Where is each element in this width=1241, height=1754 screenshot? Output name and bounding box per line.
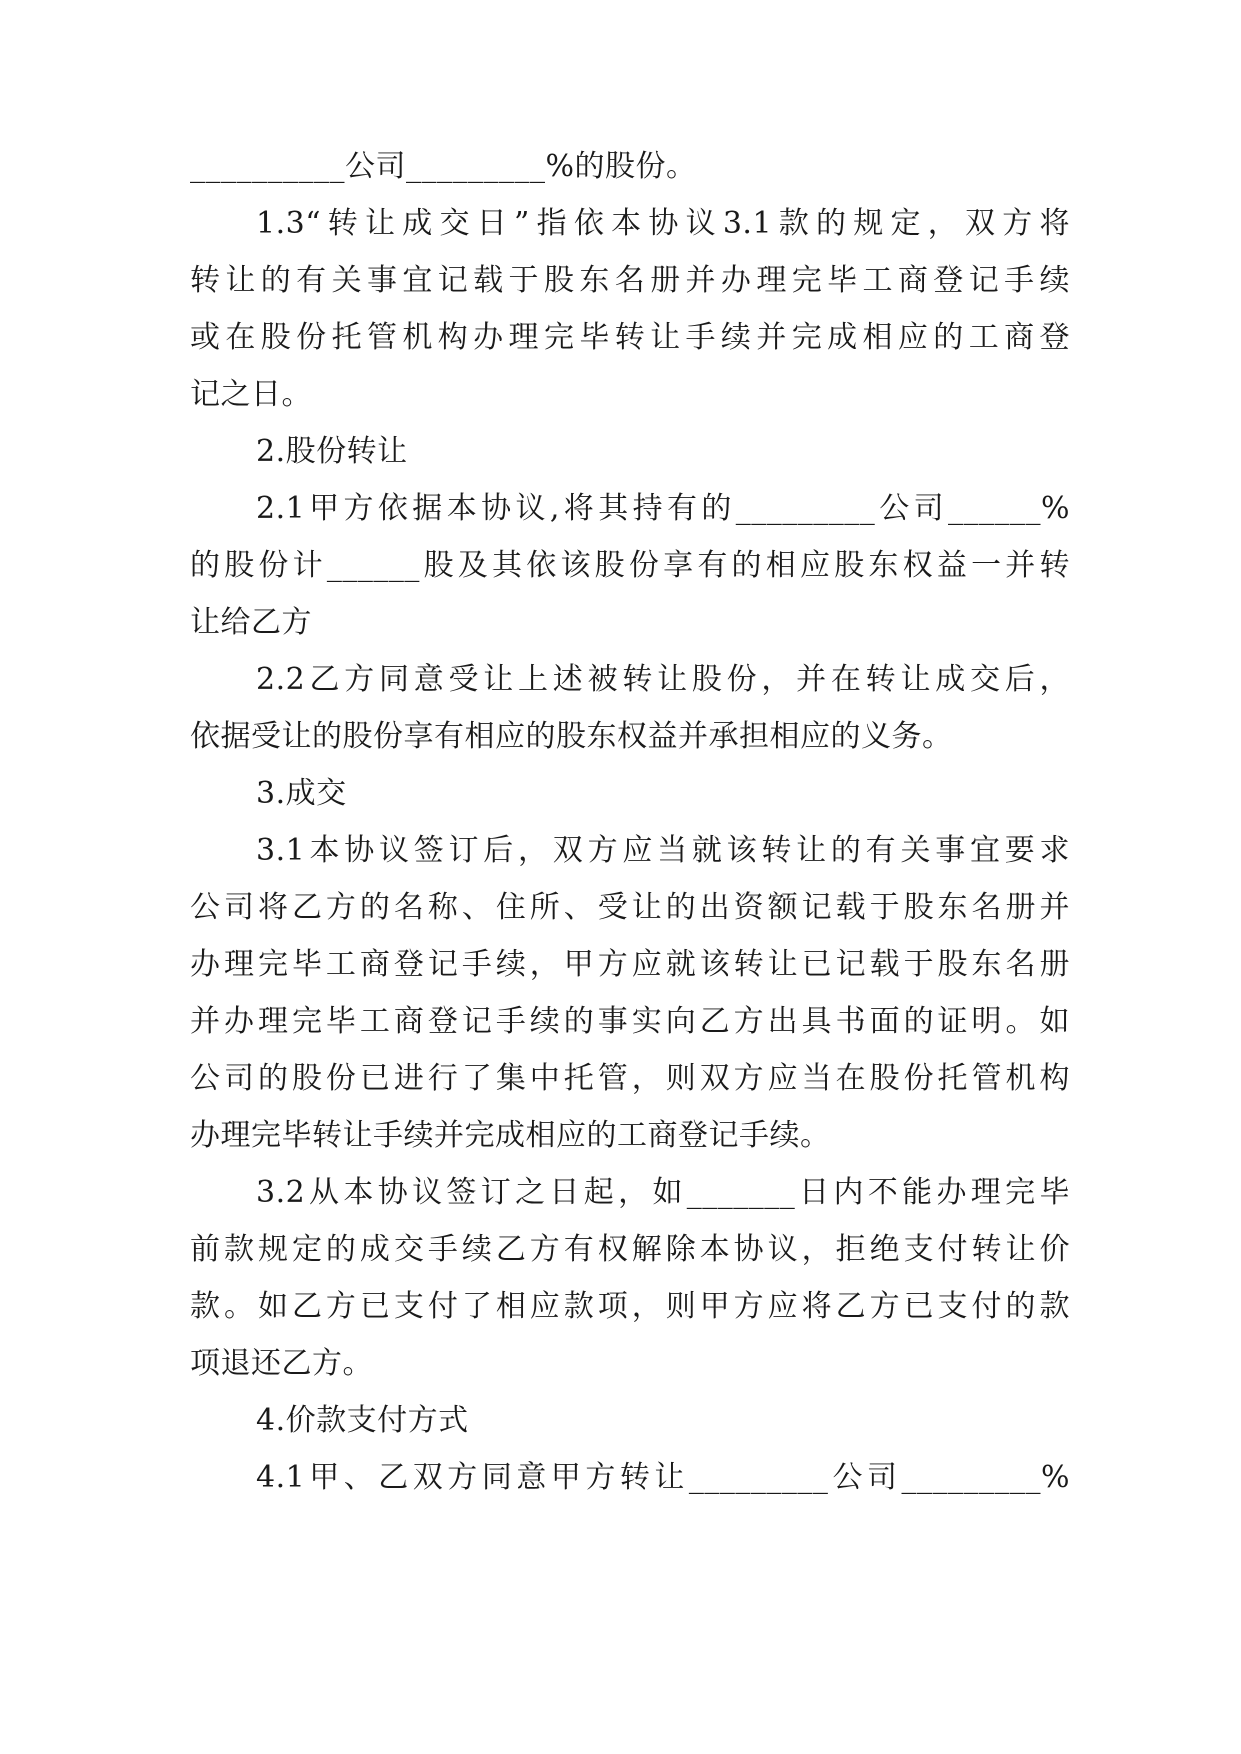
text-line: 2.1甲方依据本协议,将其持有的_________公司______% xyxy=(256,491,1070,526)
section-heading: 2.股份转让 xyxy=(256,434,408,469)
text-line: 2.2乙方同意受让上述被转让股份，并在转让成交后， xyxy=(256,662,1070,697)
text-line: 1.3“转让成交日”指依本协议3.1款的规定，双方将 xyxy=(256,206,1070,241)
text-line: 办理完毕转让手续并完成相应的工商登记手续。 xyxy=(190,1118,831,1153)
section-heading: 3.成交 xyxy=(256,776,347,811)
text-line: 4.1甲、乙双方同意甲方转让_________公司_________% xyxy=(256,1460,1070,1495)
text-line: __________公司_________%的股份。 xyxy=(190,149,697,184)
text-line: 依据受让的股份享有相应的股东权益并承担相应的义务。 xyxy=(190,719,953,754)
text-line: 项退还乙方。 xyxy=(190,1346,373,1381)
text-line: 记之日。 xyxy=(190,377,312,412)
text-line: 办理完毕工商登记手续，甲方应就该转让已记载于股东名册 xyxy=(190,947,1070,982)
text-line: 让给乙方 xyxy=(190,605,312,640)
section-heading: 4.价款支付方式 xyxy=(256,1403,469,1438)
text-line: 3.2从本协议签订之日起，如_______日内不能办理完毕 xyxy=(256,1175,1070,1210)
text-line: 款。如乙方已支付了相应款项，则甲方应将乙方已支付的款 xyxy=(190,1289,1070,1324)
text-line: 前款规定的成交手续乙方有权解除本协议，拒绝支付转让价 xyxy=(190,1232,1070,1267)
text-line: 公司的股份已进行了集中托管，则双方应当在股份托管机构 xyxy=(190,1061,1070,1096)
text-line: 并办理完毕工商登记手续的事实向乙方出具书面的证明。如 xyxy=(190,1004,1070,1039)
text-line: 3.1本协议签订后，双方应当就该转让的有关事宜要求 xyxy=(256,833,1070,868)
text-line: 或在股份托管机构办理完毕转让手续并完成相应的工商登 xyxy=(190,320,1070,355)
text-line: 的股份计______股及其依该股份享有的相应股东权益一并转 xyxy=(190,548,1070,583)
text-line: 转让的有关事宜记载于股东名册并办理完毕工商登记手续 xyxy=(190,263,1070,298)
text-line: 公司将乙方的名称、住所、受让的出资额记载于股东名册并 xyxy=(190,890,1070,925)
